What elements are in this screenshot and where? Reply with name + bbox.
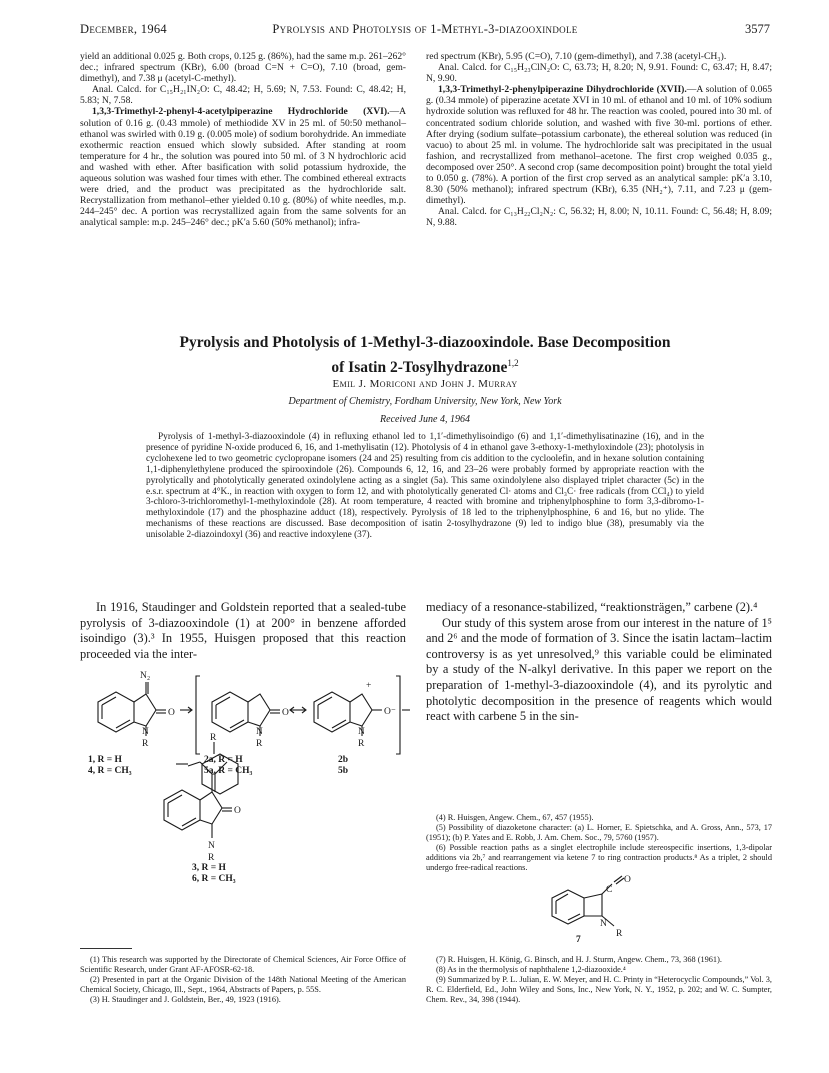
- compound-7-label: 7: [576, 935, 581, 945]
- benzene-ring: [98, 692, 134, 732]
- diazo-label: N₂: [140, 671, 151, 681]
- received-date: Received June 4, 1964: [380, 414, 470, 425]
- r-group-label: R: [358, 739, 365, 749]
- oxygen-label: O: [624, 875, 631, 885]
- footnote: (9) Summarized by P. L. Julian, E. W. Meyer, and H. C. Printy in “Heterocyclic Compounds,” Vol. 3, R. C. Elderfield, Ed., John Wiley and Sons, Inc., New York, N. Y., 1952, p. 202; and W. C. Sumpter, Chem. Rev., 34, 398 (1944).: [426, 975, 772, 1004]
- introduction-right: [426, 600, 772, 725]
- compound-5b-label: 5b: [338, 766, 349, 776]
- r-group-label: R: [142, 739, 149, 749]
- nitrogen-label: N: [208, 841, 215, 851]
- footnote: (3) H. Staudinger and J. Goldstein, Ber., 49, 1923 (1916).: [90, 995, 281, 1004]
- nitrogen-label: N: [142, 727, 149, 737]
- experimental-paragraph: red spectrum (KBr), 5.95 (C=O), 7.10 (gem-dimethyl), and 7.38 (acetyl-CH₃).: [426, 51, 727, 62]
- cation-label: +: [366, 681, 372, 691]
- nitrogen-label: N: [600, 919, 607, 929]
- previous-article-left-column: [80, 51, 406, 229]
- footnote: (2) Presented in part at the Organic Division of the 148th National Meeting of the American Chemical Society, Chicago, Ill., Sept., 1964, Abstracts of Papers, p. 55S.: [80, 975, 406, 994]
- footnote: (6) Possible reaction paths as a singlet electrophile include stereospecific insertions, 1,3-dipolar additions via 2b,⁷ and rearrangement via ketene 7 to ring contraction products.⁸ As a triplet, 2 should undergo free-radical reactions.: [426, 843, 772, 872]
- experimental-paragraph: [80, 106, 406, 228]
- compound-6-label: 6, R = CH₃: [192, 874, 236, 884]
- page-number: 3577: [745, 22, 770, 36]
- five-membered-ring: [134, 694, 156, 726]
- title-footnote-marker: 1,2: [507, 358, 519, 368]
- article-title: [80, 333, 770, 378]
- abstract: Pyrolysis of 1-methyl-3-diazooxindole (4) in refluxing ethanol led to 1,1′-dimethylisoindigo (6) and 1,1′-dimethylisatinazine (16), and in the presence of pyridine N-oxide produced 6, 16, and 1-methylisatin (12). Photolysis of 4 in ethanol gave 3-ethoxy-1-methyloxindole (23); photolysis in cyclohexene led to two geometric cyclopropane isomers (24 and 25) resulting from cis addition to the cycloolefin, and in hexane solution containing 1,1-diphenylethylene produced the spirooxindole (26). Compounds 6, 12, 16, and 23–26 were probably formed by appropriate reaction with the pyrolytically and photolytically generated oxindolylene acting as a singlet (5a). This same oxindolylene also displayed triplet character (5c) in the e.s.r. spectrum at 4°K., in reaction with oxygen to form 12, and with photolytically generated Cl· atoms and Cl₃C· free radicals (from CCl₄) to yield 3-chloro-3-trichloromethyl-1-methyloxindole (28). At room temperature, 4 reacted with bromine and triphenylphosphine to form 3,3-dibromo-1-methyloxindole (17) and the phosphazine adduct (18), respectively. Pyrolysis of 18 led to the triphenylphosphine, 6 and 16, but no ylide. The mechanisms of these reactions are discussed. Base decomposition of isatin 2-tosylhydrazone (9) led to indigo blue (38), presumably via the unisolable 2-diazoindoxyl (36) and reactive indoxylene (37).: [146, 432, 704, 541]
- intro-paragraph: mediacy of a resonance-stabilized, “reaktionsträgen,” carbene (2).⁴: [426, 600, 758, 614]
- title-line-2: of Isatin 2-Tosylhydrazone$^{1,2}$: [331, 358, 519, 377]
- compound-heading: 1,3,3-Trimethyl-2-phenylpiperazine Dihydrochloride (XVII).: [438, 84, 687, 96]
- footnotes-left: [80, 955, 406, 1005]
- intro-paragraph: Our study of this system arose from our interest in the nature of 1⁵ and 2⁶ and the mode of formation of 3. Since the isatin lactam–lactim controversy is as yet unresolved,⁹ this variable could be eliminated by a study of the N-alkyl derivative. In this paper we report on the preparation of 1-methyl-3-diazooxindole (4), and its pyrolytic and photolytic decomposition in the presence of reagents which would react with carbene 5 in the sin-: [426, 615, 772, 724]
- procedure-text: —A solution of 0.16 g. (0.43 mmole) of methiodide XV in 25 ml. of 50:50 methanol–ethanol was swirled with 0.19 g. (0.005 mole) of sodium borohydride. An immediate exothermic reaction ensued which slowly subsided. After standing at room temperature for 4 hr., the solution was poured into 50 ml. of 3 N hydrochloric acid and washed with ether. After basification with solid potassium hydroxide, the aqueous solution was washed four times with ether. The combined ethereal extracts were dried, and the product was precipitated as the hydrochloride salt. Recrystallization from methanol–ether yielded 0.10 g. (80%) of white needles, m.p. 244–245° dec. A portion was recrystallized again from the same solvents for an analytical sample: m.p. 245–246° dec.; pK′a 5.60 (50% methanol); infra-: [80, 106, 406, 229]
- analysis-paragraph: Anal. Calcd. for C₁₅H₂₁IN₂O: C, 48.42; H, 5.69; N, 7.53. Found: C, 48.42; H, 5.83; N, 7.58.: [80, 84, 406, 107]
- introduction-left: In 1916, Staudinger and Goldstein reported that a sealed-tube pyrolysis of 3-diazooxindole (1) at 200° in benzene afforded isoindigo (3).³ In 1955, Huisgen proposed that this reaction proceeded via the inter-: [80, 600, 406, 661]
- footnote: (4) R. Huisgen, Angew. Chem., 67, 457 (1955).: [436, 813, 594, 822]
- r-group-label: R: [210, 733, 217, 743]
- carbon-label: C: [606, 885, 613, 895]
- previous-article-right-column: [426, 51, 772, 229]
- authors: Emil J. Moriconi and John J. Murray: [332, 378, 518, 390]
- footnote-rule: [80, 948, 132, 949]
- compound-heading: 1,3,3-Trimethyl-2-phenyl-4-acetylpiperazine Hydrochloride (XVI).: [92, 106, 390, 118]
- ketene-structure: [540, 874, 650, 946]
- nitrogen-label: N: [256, 727, 263, 737]
- nitrogen-label: N: [358, 727, 365, 737]
- title-line-1: Pyrolysis and Photolysis of 1-Methyl-3-diazooxindole. Base Decomposition: [179, 334, 671, 351]
- header-title: Pyrolysis and Photolysis of 1-Methyl-3-diazooxindole: [272, 22, 578, 36]
- oxygen-label: O: [234, 806, 241, 816]
- r-group-label: R: [256, 739, 263, 749]
- header-date: December, 1964: [80, 22, 167, 36]
- oxide-label: O⁻: [384, 707, 396, 717]
- compound-2b-label: 2b: [338, 755, 349, 765]
- footnote: (7) R. Huisgen, H. König, G. Binsch, and H. J. Sturm, Angew. Chem., 73, 368 (1961).: [436, 955, 722, 964]
- oxygen-label: O: [282, 708, 289, 718]
- footnotes-right-top: [426, 813, 772, 873]
- experimental-paragraph: [426, 84, 772, 206]
- compound-3-label: 3, R = H: [192, 863, 226, 873]
- analysis-paragraph: Anal. Calcd. for C₁₅H₂₃ClN₂O: C, 63.73; H, 8.20; N, 9.91. Found: C, 63.47; H, 8.47; N, 9.90.: [426, 62, 772, 85]
- compound-5a-label: 5a, R = CH₃: [204, 766, 253, 776]
- analysis-paragraph: Anal. Calcd. for C₁₃H₂₂Cl₂N₂: C, 56.32; H, 8.00; N, 10.11. Found: C, 56.48; H, 8.09; N, 9.88.: [426, 206, 772, 229]
- compound-4-label: 4, R = CH₃: [88, 766, 132, 776]
- reaction-scheme: [80, 662, 410, 884]
- experimental-paragraph: yield an additional 0.025 g. Both crops, 0.125 g. (86%), had the same m.p. 261–262° dec.; infrared spectrum (KBr), 6.00 (broad C=N + C=O), 7.10 (broad, gem-dimethyl), and 7.38 μ (acetyl-C-methyl).: [80, 51, 406, 85]
- compound-2a-label: 2a, R = H: [204, 755, 243, 765]
- r-group-label: R: [616, 929, 623, 939]
- running-header: [80, 22, 770, 38]
- affiliation: Department of Chemistry, Fordham University, New York, New York: [288, 396, 562, 407]
- footnotes-right-bottom: [426, 955, 772, 1005]
- footnote: (8) As in the thermolysis of naphthalene 1,2-diazooxide.⁴: [436, 965, 626, 974]
- oxygen-label: O: [168, 708, 175, 718]
- procedure-text: —A solution of 0.065 g. (0.34 mmole) of piperazine acetate XVI in 10 ml. of ethanol and 10 ml. of 10% sodium hydroxide solution was refluxed for 48 hr. The reaction was cooled, poured into 30 ml. of concentrated sodium chloride solution, and washed with five 30-ml. portions of ether. After drying (sodium sulfate–potassium carbonate), the ethereal solution was reduced (in vacuo) to about 25 ml. in volume. The hydrochloride salt was precipitated in the usual fashion, and recrystallized from methanol–acetone. The first crop weighed 0.035 g., decomposed over 250°. A second crop (same decomposition point) brought the total yield to 0.050 g. (78%). A portion of the first crop served as an analytical sample: pK′a 3.10, 8.30 (50% methanol); infrared spectrum (KBr), 6.35 (NH₂⁺), 7.11, and 7.23 μ (gem-dimethyl).: [426, 84, 773, 207]
- footnote: (1) This research was supported by the Directorate of Chemical Sciences, Air Force Office of Scientific Research, under Grant AF-AFOSR-62-18.: [80, 955, 406, 974]
- r-group-label: R: [208, 853, 215, 863]
- compound-1-label: 1, R = H: [88, 755, 122, 765]
- footnote: (5) Possibility of diazoketone character: (a) L. Horner, E. Spietschka, and A. Gross, Ann., 573, 17 (1951); (b) P. Yates and E. Robb, J. Am. Chem. Soc., 79, 5760 (1957).: [426, 823, 772, 842]
